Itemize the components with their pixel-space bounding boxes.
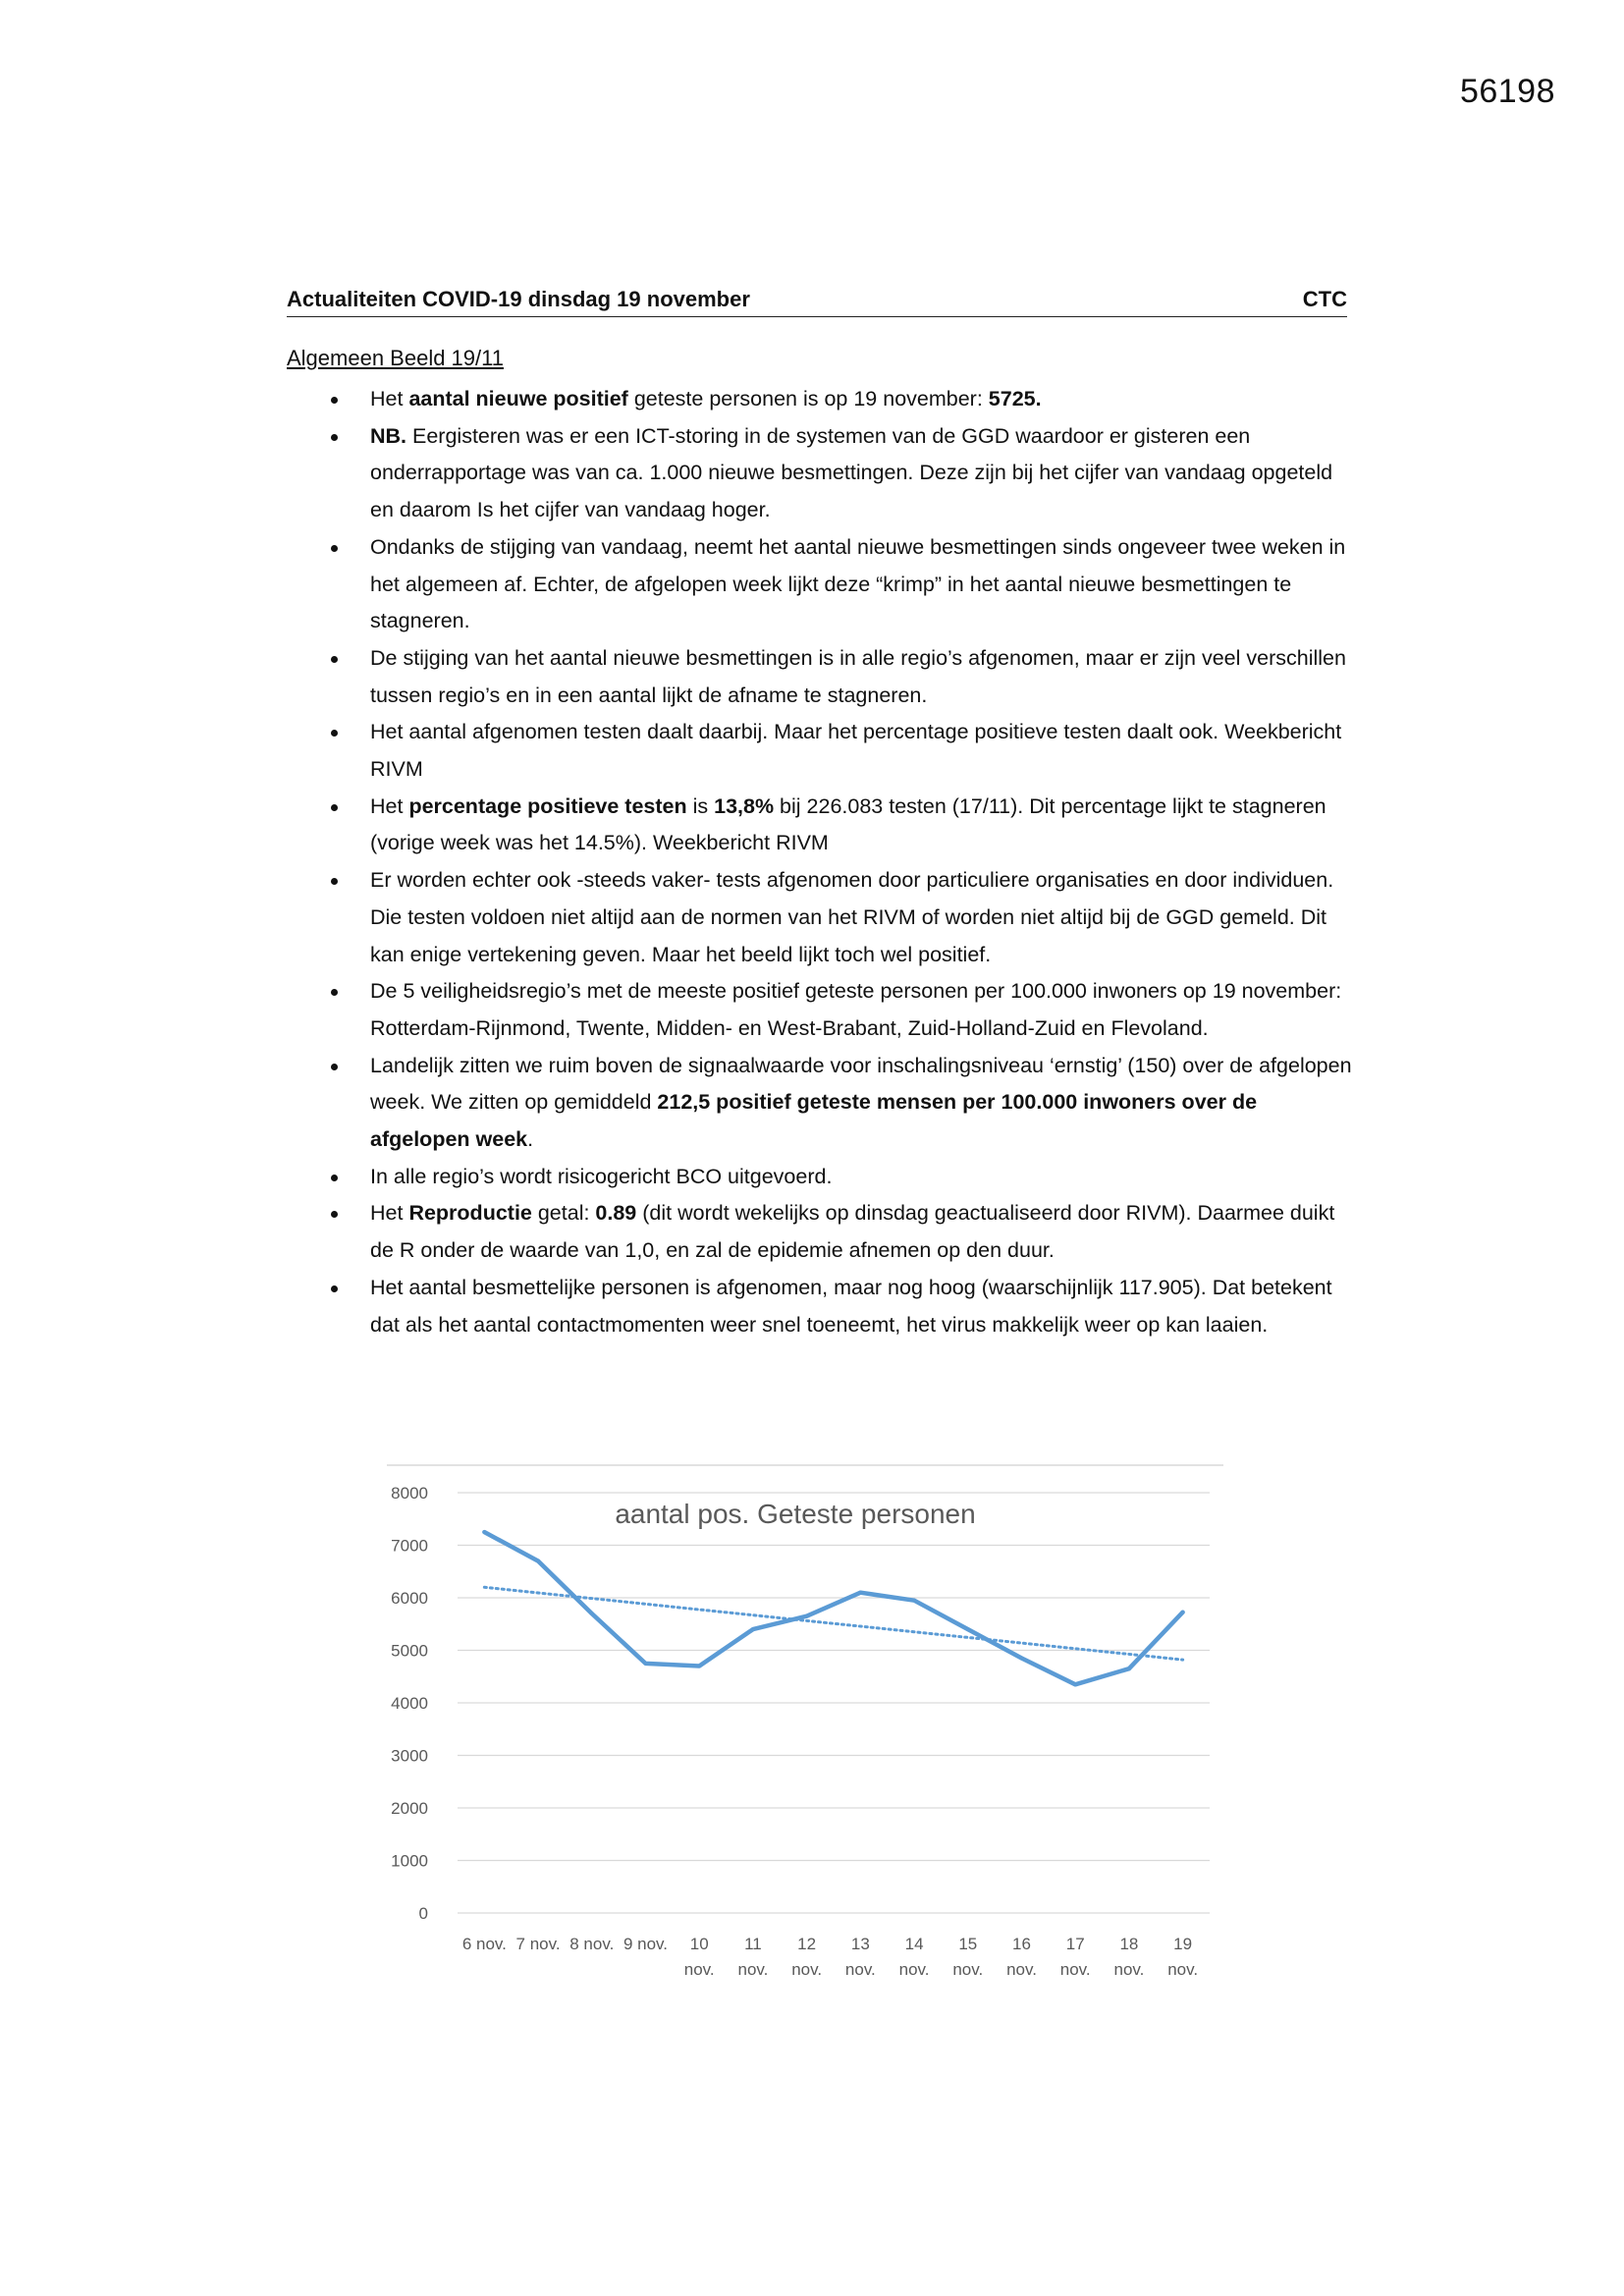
bullet-text: Het <box>370 387 409 410</box>
x-tick-label: 9 nov. <box>623 1935 669 1953</box>
x-tick-label: 19 <box>1173 1935 1193 1953</box>
bullet-item <box>287 973 1357 1047</box>
bullet-text: getal: <box>531 1201 596 1226</box>
x-tick-label: nov. <box>844 1960 876 1979</box>
bullet-text: De 5 veiligheidsregio’s met de meeste positief geteste personen per 100.000 inwoners op 19 november: Rotterdam-Rijnmond, Twente, Midden- en West-Brabant, Zuid-Holland-Zuid en Flevoland. <box>370 979 1342 1040</box>
x-tick-label: 8 nov. <box>569 1935 615 1953</box>
x-tick-label: 14 <box>904 1935 924 1953</box>
data-point <box>536 1559 540 1563</box>
bullet-text: In alle regio’s wordt risicogericht BCO uitgevoerd. <box>370 1164 833 1188</box>
y-tick-label: 0 <box>418 1904 428 1923</box>
bullet-list <box>287 381 1357 1343</box>
x-tick-label: nov. <box>898 1960 930 1979</box>
data-point <box>1020 1657 1024 1661</box>
bullet-text: Er worden echter ook -steeds vaker- tests afgenomen door particuliere organisaties en door individuen. Die testen voldoen niet altijd aan de normen van het RIVM of worden niet altijd bij de GGD gemeld. Dit kan enige vertekening geven. Maar het beeld lijkt toch wel positief. <box>370 868 1334 966</box>
bullet-text: Het <box>370 1201 409 1226</box>
y-tick-label: 6000 <box>391 1589 428 1608</box>
line-chart <box>373 1463 1237 1998</box>
chart-svg <box>373 1463 1237 1994</box>
x-tick-label: 12 <box>797 1935 817 1953</box>
chart-title: aantal pos. Geteste personen <box>615 1499 976 1529</box>
x-tick-label: 15 <box>958 1935 978 1953</box>
bullet-text: Landelijk zitten we ruim boven de signaalwaarde voor inschalingsniveau ‘ernstig’ (150) over de afgelopen week. We zitten op gemiddeld <box>370 1053 1352 1115</box>
bold-text: 212,5 positief geteste mensen per 100.000 inwoners over de afgelopen week <box>370 1090 1258 1152</box>
data-point <box>1181 1611 1185 1614</box>
data-point <box>912 1599 916 1603</box>
bold-text: NB. <box>370 423 407 448</box>
document-header <box>287 287 1347 317</box>
bullet-text: . <box>527 1127 534 1152</box>
bold-text: 13,8% <box>714 793 775 818</box>
x-tick-label: 7 nov. <box>515 1935 561 1953</box>
bullet-text: Eergisteren was er een ICT-storing in de systemen van de GGD waardoor er gisteren een onderrapportage was van ca. 1.000 nieuwe besmettingen. Deze zijn bij het cijfer van vandaag opgeteld en daarom Is het cijfer van vandaag hoger. <box>370 423 1333 522</box>
data-point <box>644 1662 648 1666</box>
bullet-item <box>287 1048 1357 1159</box>
y-tick-label: 8000 <box>391 1484 428 1503</box>
x-tick-label: nov. <box>683 1960 715 1979</box>
x-tick-label: 10 <box>689 1935 709 1953</box>
bullet-item <box>287 1195 1357 1269</box>
x-tick-label: 13 <box>850 1935 870 1953</box>
bullet-text: Ondanks de stijging van vandaag, neemt het aantal nieuwe besmettingen sinds ongeveer twee weken in het algemeen af. Echter, de afgelopen week lijkt deze “krimp” in het aantal nieuwe besmettingen te stagneren. <box>370 534 1346 633</box>
data-point <box>697 1665 701 1668</box>
bold-text: Reproductie <box>408 1201 532 1226</box>
bullet-text: geteste personen is op 19 november: <box>627 387 989 410</box>
bullet-text: Het aantal afgenomen testen daalt daarbij. Maar het percentage positieve testen daalt ook. Weekbericht RIVM <box>370 720 1342 782</box>
header-org: CTC <box>1302 287 1347 311</box>
x-tick-label: nov. <box>1167 1960 1199 1979</box>
bold-text: percentage positieve testen <box>408 793 687 818</box>
bullet-text: De stijging van het aantal nieuwe besmettingen is in alle regio’s afgenomen, maar er zijn veel verschillen tussen regio’s en in een aantal lijkt de afname te stagneren. <box>370 645 1346 707</box>
bold-text: 0.89 <box>595 1201 637 1226</box>
header-title: Actualiteiten COVID-19 dinsdag 19 november <box>287 287 750 311</box>
data-point <box>1073 1682 1077 1686</box>
data-point <box>805 1614 809 1618</box>
y-tick-label: 7000 <box>391 1536 428 1556</box>
data-point <box>590 1612 594 1615</box>
series-line <box>484 1532 1182 1684</box>
bullet-text: Het <box>370 793 409 818</box>
x-tick-label: nov. <box>1113 1960 1145 1979</box>
bullet-text: (dit wordt wekelijks op dinsdag geactualiseerd door RIVM). Daarmee duikt de R onder de waarde van 1,0, en zal de epidemie afnemen op den duur. <box>370 1201 1335 1263</box>
bullet-text: bij 226.083 testen (17/11). Dit percentage lijkt te stagneren (vorige week was het 14.5%). Weekbericht RIVM <box>370 793 1326 855</box>
x-tick-label: 11 <box>744 1935 762 1953</box>
x-tick-label: nov. <box>1059 1960 1091 1979</box>
data-point <box>1127 1667 1131 1670</box>
x-tick-label: nov. <box>952 1960 984 1979</box>
bullet-item <box>287 381 1357 418</box>
y-tick-label: 4000 <box>391 1694 428 1713</box>
x-tick-label: nov. <box>1006 1960 1037 1979</box>
bullet-item <box>287 714 1357 788</box>
data-point <box>482 1530 486 1534</box>
y-tick-label: 1000 <box>391 1851 428 1871</box>
bullet-item <box>287 1159 1357 1196</box>
x-tick-label: 6 nov. <box>461 1935 507 1953</box>
bold-text: 5725. <box>988 387 1042 410</box>
data-point <box>966 1627 970 1631</box>
y-tick-label: 3000 <box>391 1746 428 1766</box>
bullet-item <box>287 529 1357 640</box>
bullet-item <box>287 418 1357 529</box>
bullet-text: Het aantal besmettelijke personen is afgenomen, maar nog hoog (waarschijnlijk 117.905). Dat betekent dat als het aantal contactmomenten weer snel toeneemt, het virus makkelijk weer op kan laaien. <box>370 1275 1332 1337</box>
data-point <box>858 1591 862 1595</box>
x-tick-label: 16 <box>1012 1935 1031 1953</box>
x-tick-label: nov. <box>737 1960 769 1979</box>
document-id: 56198 <box>1459 73 1555 110</box>
bullet-item <box>287 789 1357 862</box>
bullet-text: is <box>686 793 715 818</box>
bullet-item <box>287 640 1357 714</box>
x-tick-label: 17 <box>1065 1935 1085 1953</box>
bullet-item <box>287 862 1357 973</box>
y-tick-label: 5000 <box>391 1641 428 1661</box>
section-title: Algemeen Beeld 19/11 <box>287 346 504 370</box>
x-tick-label: 18 <box>1119 1935 1139 1953</box>
bold-text: aantal nieuwe positief <box>408 387 628 410</box>
data-point <box>751 1627 755 1631</box>
y-tick-label: 2000 <box>391 1799 428 1818</box>
bullet-item <box>287 1270 1357 1343</box>
x-tick-label: nov. <box>791 1960 823 1979</box>
